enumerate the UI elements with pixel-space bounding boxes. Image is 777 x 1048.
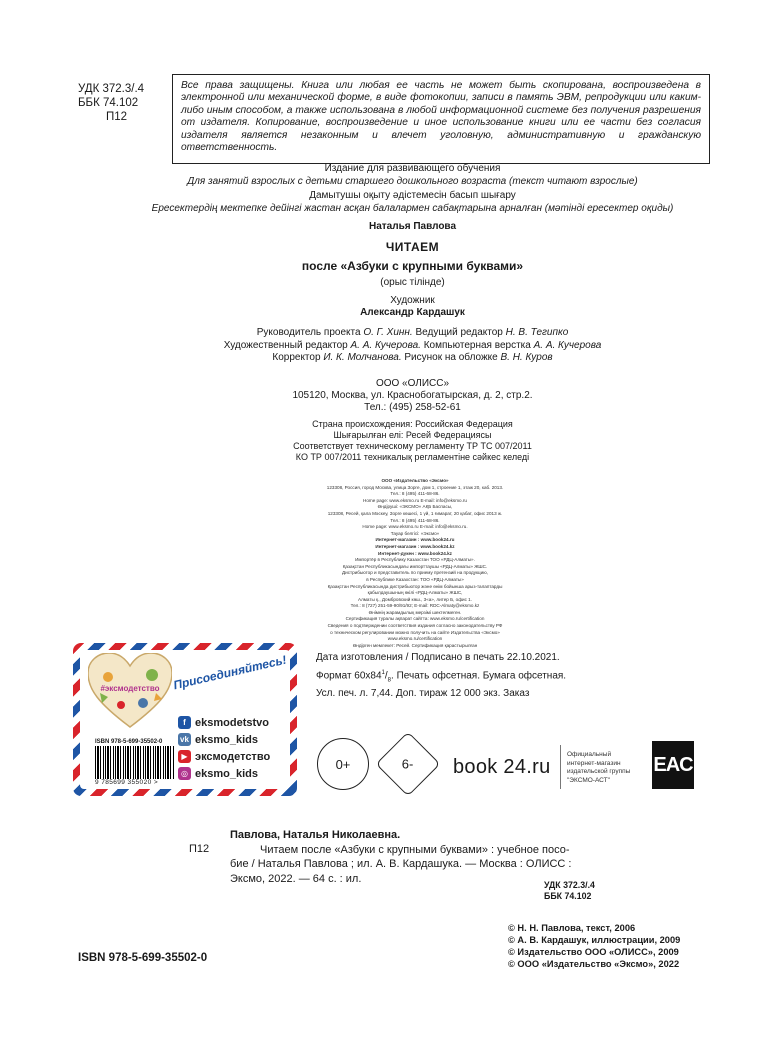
fine-print-line: Қазақстан Республикасында дистрибьютор және өнім бойынша арыз-талаптарды (327, 583, 503, 589)
credits-block (140, 327, 685, 365)
fine-print-line: Дистрибьютор и представитель по приему претензий на продукцию, (342, 570, 488, 576)
barcode-number: 9 785699 355020 > (95, 779, 159, 786)
copyright-line: © Н. Н. Павлова, текст, 2006 (508, 923, 636, 933)
social-label: eksmodetstvo (195, 716, 269, 729)
rights-notice: Все права защищены. Книга или любая ее часть не может быть скопирована, воспроизведена в электронной или механической форме, в виде фотокопии, записи в память ЭВМ, репродукции или каким-либо иным способом, а также использована в любой информационной системе без получения разрешения от издателя. Копирование, воспроизведение и иное использование книги или ее части без согласия издателя является незаконным и влечет уголовную, административную и гражданскую ответственность. (172, 74, 710, 164)
fine-print-line: Сертификация туралы ақпарат сайтта: www.eksmo.ru/certification (345, 616, 485, 622)
edition-purpose-kz: Дамытушы оқыту әдістемесін басып шығару (309, 190, 516, 201)
fine-print-line: Home page: www.eksmo.ru E-mail: info@eksmo.ru. (362, 524, 468, 530)
fine-print-line: о техническом регулировании можно получить на сайте Издательства «Эксмо» (330, 629, 500, 635)
fine-print-line: Тел.: 8 (495) 411-68-86. (390, 491, 440, 497)
bib-line: Читаем после «Азбуки с крупными буквами» : учебное посо- (260, 843, 570, 856)
fine-print-line: Интернет-дүкен : www.book24.kz (378, 550, 452, 556)
author-name: Наталья Павлова (368, 221, 457, 232)
fine-print-line: ООО «Издательство «Эксмо» (381, 478, 449, 483)
publisher-address: 105120, Москва, ул. Краснобогатырская, д. 2, стр.2. (292, 390, 533, 401)
regulation-ru: Соответствует техническому регламенту ТР ТС 007/2011 (293, 441, 532, 451)
fine-print-line: Home page: www.eksmo.ru E-mail: info@eksmo.ru (363, 497, 467, 503)
copyright-line: © Издательство ООО «ОЛИСС», 2009 (508, 947, 679, 957)
instagram-icon: ◎ (178, 767, 191, 780)
social-link-facebook[interactable] (178, 716, 269, 729)
social-label: eksmo_kids (195, 767, 258, 780)
social-link-vk[interactable] (178, 733, 258, 746)
book-subtitle: после «Азбуки с крупными буквами» (301, 259, 524, 273)
social-link-instagram[interactable] (178, 767, 258, 780)
fine-print-line: Тауар белгісі: «Эксмо» (390, 530, 440, 536)
credit-line: Художественный редактор А. А. Кучерова. Компьютерная верстка А. А. Кучерова (223, 339, 602, 351)
social-link-youtube[interactable] (178, 750, 270, 763)
fine-print-line: 123308, Россия, город Москва, улица Зорге, дом 1, строение 1, этаж 20, каб. 2013. (326, 484, 504, 490)
language-note: (орыс тілінде) (380, 277, 445, 288)
logo-divider (560, 745, 561, 789)
copyright-block (508, 922, 680, 970)
print-format: Формат $60x84^1/_8$. Печать офсетная. Бумага офсетная. (316, 669, 567, 683)
age-restriction-diamond: 6- (375, 731, 440, 796)
barcode-isbn: ISBN 978-5-699-35502-0 (95, 739, 163, 745)
udk-code: УДК 372.3/.4 (78, 83, 145, 95)
copyright-line: © ООО «Издательство «Эксмо», 2022 (508, 959, 680, 969)
fine-print-line: Алматы қ., Домбровский көш., 3«а», литер Б, офис 1. (358, 596, 472, 602)
book24-logo: book 24.ru (453, 756, 551, 778)
edition-audience-kz: Ересектердің мектепке дейінгі жастан асқан балалармен сабақтарына арналған (мәтінді ересектер оқиды) (151, 203, 674, 214)
isbn: ISBN 978-5-699-35502-0 (78, 952, 208, 964)
fine-print-line: қабылдаушының өкілі «РДЦ-Алматы» ЖШС, (367, 590, 463, 596)
print-run: Усл. печ. л. 7,44. Доп. тираж 12 000 экз. Заказ (316, 688, 530, 700)
heart-hashtag: #эксмодетство (100, 684, 160, 693)
fine-print-line: в Республике Казахстан: ТОО «РДЦ-Алматы» (366, 576, 464, 582)
social-label: eksmo_kids (195, 733, 258, 746)
illustrator-label: Художник (390, 295, 435, 306)
bib-author: Павлова, Наталья Николаевна. (230, 829, 401, 841)
fine-print-line: Тел.: 8 (727) 251-59-90/91/92; E-mail: RDC-Almaty@eksmo.kz (350, 603, 480, 609)
publisher-phone: Тел.: (495) 258-52-61 (364, 402, 461, 413)
barcode (93, 738, 176, 788)
fine-print-line: Өндіруші: «ЭКСМО» АҚБ Баспасы, (377, 504, 453, 510)
eac-certification-mark: EAC (652, 741, 694, 789)
social-label: эксмодетство (195, 750, 271, 763)
book-title: ЧИТАЕМ (385, 240, 440, 254)
edition-purpose-ru: Издание для развивающего обучения (324, 163, 501, 174)
edition-audience-ru: Для занятий взрослых с детьми старшего дошкольного возраста (текст читают взрослые) (187, 176, 638, 187)
shop-note: Официальный интернет-магазин издательской группы "ЭКСМО-АСТ" (567, 751, 631, 784)
fine-print-line: Өндірген мемлекет: Ресей. Сертификация қарастырылған (352, 642, 478, 648)
fine-print-line: Интернет-магазин : www.book24.kz (375, 543, 455, 549)
print-info (316, 651, 566, 702)
bbk-code: ББК 74.102 (78, 97, 139, 109)
copyright-line: © А. В. Кардашук, иллюстрации, 2009 (508, 935, 681, 945)
fine-print-imprint (270, 478, 560, 649)
facebook-icon: f (178, 716, 191, 729)
fine-print-line: www.eksmo.ru/certification (387, 636, 443, 642)
credit-line: Корректор И. К. Молчанова. Рисунок на обложке В. Н. Куров (272, 352, 553, 363)
fine-print-line: Тел.: 8 (495) 411-68-86. (390, 517, 440, 523)
heart-badge (88, 653, 172, 729)
fine-print-line: Сведения о подтверждении соответствия издания согласно законодательству РФ (327, 623, 503, 629)
fine-print-line: 123308, Ресей, қала Мәскеу, Зорге көшесі, 1 үй, 1 ғимарат, 20 қабат, офис 2013 ж. (327, 510, 503, 516)
credit-line: Руководитель проекта О. Г. Хинн. Ведущий редактор Н. В. Тегипко (256, 327, 569, 338)
bibliographic-record (230, 828, 610, 886)
bib-author-mark: П12 (189, 843, 210, 855)
publisher-name: ООО «ОЛИСС» (375, 378, 450, 389)
barcode-bars (95, 746, 174, 779)
illustrator-name: Александр Кардашук (360, 307, 465, 318)
origin-ru: Страна происхождения: Российская Федерация (312, 419, 513, 429)
regulation-kz: КО ТР 007/2011 техникалық регламентіне сәйкес келеді (295, 452, 530, 462)
bib-line: бие / Наталья Павлова ; ил. А. В. Кардашука. — Москва : ОЛИСС : (230, 858, 572, 870)
fine-print-line: Қазақстан Республикасындағы импорттаушы «РДЦ-Алматы» ЖШС. (342, 563, 488, 569)
youtube-icon: ▶ (178, 750, 191, 763)
join-banner: Присоединяйтесь! (171, 652, 288, 693)
bib-line: Эксмо, 2022. — 64 с. : ил. (230, 872, 362, 885)
bib-classification: УДК 372.3/.4 ББК 74.102 (544, 880, 595, 901)
fine-print-line: Импортёр в Республику Казахстан ТОО «РДЦ-Алматы». (355, 557, 475, 563)
print-date: Дата изготовления / Подписано в печать 22.10.2021. (316, 652, 560, 663)
vk-icon: vk (178, 733, 191, 746)
author-mark: П12 (106, 111, 128, 123)
age-rating-badge: 0+ (317, 738, 369, 790)
classification-block (78, 82, 144, 124)
origin-kz: Шығарылған елі: Ресей Федерациясы (333, 430, 492, 440)
fine-print-line: Өнімнің жарамдылық мерзімі шектелмеген. (368, 609, 462, 615)
fine-print-line: Интернет-магазин : www.book24.ru (375, 537, 455, 543)
